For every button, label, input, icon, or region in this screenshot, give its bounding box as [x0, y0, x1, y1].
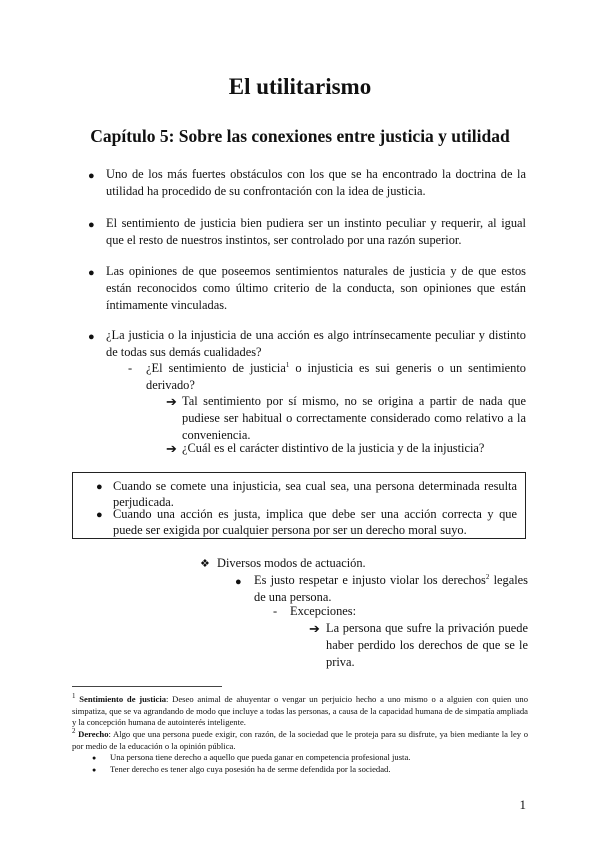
bullet-marker: ● — [92, 766, 97, 774]
footnote-bullet-1: Una persona tiene derecho a aquello que pueda ganar en competencia profesional justa. — [110, 752, 411, 762]
chapter-heading: Capítulo 5: Sobre las conexiones entre justicia y utilidad — [90, 126, 510, 146]
bullet-paragraph-3: Las opiniones de que poseemos sentimientos naturales de justicia y de que estos están reconocidos como último criterio de la conducta, son opiniones que están íntimamente vinculadas. — [106, 264, 526, 312]
footnote-ref-2[interactable]: 2 — [485, 572, 490, 581]
bullet-marker: ● — [88, 170, 95, 182]
bullet-paragraph-1: Uno de los más fuertes obstáculos con los que se ha encontrado la doctrina de la utilidad ha procedido de su confrontación con la idea de justicia. — [106, 167, 526, 198]
bullet-marker: ● — [88, 267, 95, 279]
dash-marker: - — [128, 361, 133, 375]
bullet-paragraph-2: El sentimiento de justicia bien pudiera ser un instinto peculiar y requerir, al igual que el resto de nuestros instintos, ser controlado por una razón superior. — [106, 216, 526, 247]
footnote-term: Sentimiento de justicia — [79, 694, 167, 704]
arrow-icon: ➔ — [166, 394, 177, 409]
summary-box — [72, 472, 526, 539]
footnote-number: 1 — [72, 692, 76, 701]
footnote-term: Derecho — [78, 729, 109, 739]
arrow-icon: ➔ — [166, 441, 177, 456]
footnote-separator — [72, 686, 222, 687]
excepciones-label: Excepciones: — [290, 604, 357, 618]
footnote-text: : Algo que una persona puede exigir, con razón, de la sociedad que le proteja para su disfrute, ya bien mediante la ley o por medio de la educación o la opinión pública. — [72, 729, 528, 751]
arrow-item-1: Tal sentimiento por sí mismo, no se origina a partir de nada que pudiese ser habitual o correctamente considerado como relativo a la conveniencia. — [182, 394, 526, 442]
page-number: 1 — [519, 797, 526, 812]
box-item-1: Cuando se comete una injusticia, sea cual sea, una persona determinada resulta perjudicada. — [113, 479, 517, 509]
footnote-number: 2 — [72, 727, 76, 736]
diversos-label: Diversos modos de actuación. — [217, 556, 366, 570]
arrow-icon: ➔ — [309, 621, 320, 636]
sub-item-text-after: o injusticia es sui generis o un sentimiento derivado? — [146, 361, 526, 392]
bullet-paragraph-4: ¿La justicia o la injusticia de una acción es algo intrínsecamente peculiar y distinto de todas sus demás cualidades? — [106, 328, 526, 359]
sub-item-text-before: ¿El sentimiento de justicia — [146, 361, 286, 375]
bullet-marker: ● — [88, 331, 95, 343]
bullet-marker: ● — [96, 481, 103, 493]
footnote-bullet-2: Tener derecho es tener algo cuya posesión ha de serme defendida por la sociedad. — [110, 764, 391, 774]
arrow-item-2: ¿Cuál es el carácter distintivo de la justicia y de la injusticia? — [182, 441, 485, 455]
footnote-2 — [72, 729, 528, 752]
bullet-marker: ● — [92, 754, 97, 762]
footnote-ref-1[interactable]: 1 — [285, 360, 290, 369]
exception-arrow-item: La persona que sufre la privación puede haber perdido los derechos de que se le priva. — [326, 621, 528, 669]
footnote-1 — [72, 694, 528, 729]
derechos-text-after: legales de una persona. — [254, 573, 528, 604]
derechos-item — [254, 572, 528, 606]
document-title: El utilitarismo — [228, 74, 372, 99]
sub-item-sentimiento — [146, 360, 526, 394]
footnote-text: : Deseo animal de ahuyentar o vengar un perjuicio hecho a uno mismo o a alguien con quien uno simpatiza, que se va agrandando de modo que incluye a todas las personas, a causa de la capacidad humana de de simpatía ampliada y la concepción humana de autointerés inteligente. — [72, 694, 528, 728]
dash-marker: - — [273, 604, 278, 618]
box-item-2: Cuando una acción es justa, implica que debe ser una acción correcta y que puede ser exigida por cualquier persona por ser un derecho moral suyo. — [113, 507, 517, 537]
diamond-bullet-icon: ❖ — [200, 558, 210, 570]
bullet-marker: ● — [96, 509, 103, 521]
bullet-marker: ● — [235, 576, 242, 588]
derechos-text-before: Es justo respetar e injusto violar los derechos — [254, 573, 486, 587]
bullet-marker: ● — [88, 219, 95, 231]
